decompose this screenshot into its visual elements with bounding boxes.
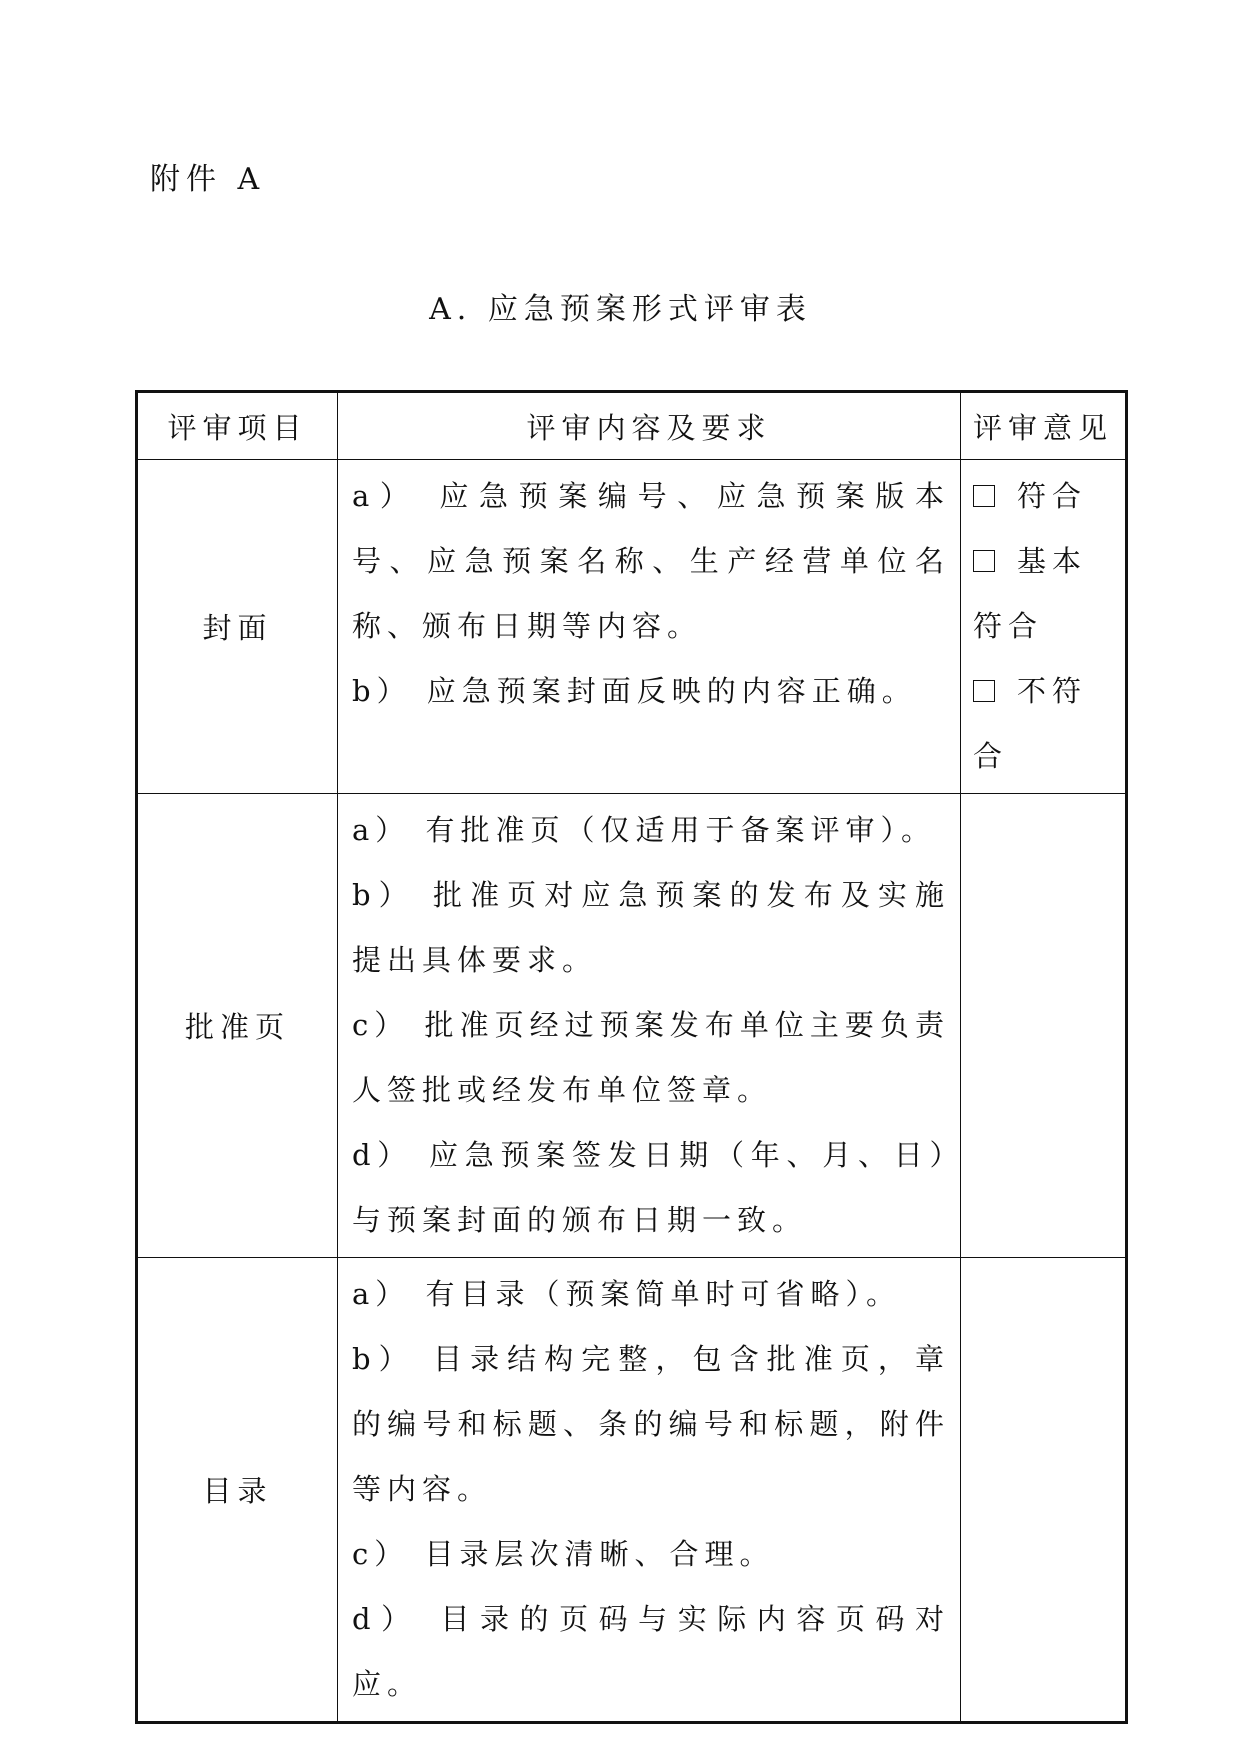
requirement-item: c） 目录层次清晰、合理。 bbox=[352, 1537, 775, 1571]
opinion-cell bbox=[961, 794, 1127, 1258]
requirements-cell bbox=[338, 794, 961, 1258]
header-review-item: 评审项目 bbox=[137, 392, 338, 460]
item-cell: 批准页 bbox=[137, 794, 338, 1258]
requirement-item: b） 应急预案封面反映的内容正确。 bbox=[352, 674, 917, 708]
requirement-item: d） 目录的页码与实际内容页码对应。 bbox=[352, 1602, 950, 1701]
requirement-item: a） 应急预案编号、应急预案版本号、应急预案名称、生产经营单位名称、颁布日期等内容。 bbox=[352, 479, 950, 643]
table-row-contents bbox=[137, 1258, 1127, 1723]
opinion-cell bbox=[961, 460, 1127, 794]
requirement-item: b） 目录结构完整，包含批准页，章的编号和标题、条的编号和标题，附件等内容。 bbox=[352, 1342, 950, 1506]
option-not-conform[interactable] bbox=[973, 659, 1121, 789]
checkbox-icon[interactable] bbox=[973, 680, 995, 702]
option-label: 符合 bbox=[1017, 479, 1088, 513]
requirement-item: c） 批准页经过预案发布单位主要负责人签批或经发布单位签章。 bbox=[352, 1008, 950, 1107]
table-row-cover bbox=[137, 460, 1127, 794]
opinion-cell bbox=[961, 1258, 1127, 1723]
requirement-item: b） 批准页对应急预案的发布及实施提出具体要求。 bbox=[352, 878, 950, 977]
option-basically-conform[interactable] bbox=[973, 529, 1121, 659]
table-header-row bbox=[137, 392, 1127, 460]
requirements-cell bbox=[338, 1258, 961, 1723]
header-review-content: 评审内容及要求 bbox=[338, 392, 961, 460]
requirement-item: a） 有目录（预案简单时可省略）。 bbox=[352, 1277, 902, 1311]
annex-label: 附件 A bbox=[150, 162, 266, 197]
option-label: 不符合 bbox=[973, 674, 1088, 773]
item-cell: 目录 bbox=[137, 1258, 338, 1723]
document-title: A. 应急预案形式评审表 bbox=[429, 292, 812, 327]
table-row-approval-page bbox=[137, 794, 1127, 1258]
requirement-item: d） 应急预案签发日期（年、月、日）与预案封面的颁布日期一致。 bbox=[352, 1138, 950, 1237]
option-label: 基本符合 bbox=[973, 544, 1088, 643]
checkbox-icon[interactable] bbox=[973, 485, 995, 507]
review-table bbox=[135, 390, 1128, 1724]
header-review-opinion: 评审意见 bbox=[961, 392, 1127, 460]
requirement-item: a） 有批准页（仅适用于备案评审）。 bbox=[352, 813, 937, 847]
requirements-cell bbox=[338, 460, 961, 794]
checkbox-icon[interactable] bbox=[973, 550, 995, 572]
option-conform[interactable] bbox=[973, 464, 1121, 529]
item-cell: 封面 bbox=[137, 460, 338, 794]
